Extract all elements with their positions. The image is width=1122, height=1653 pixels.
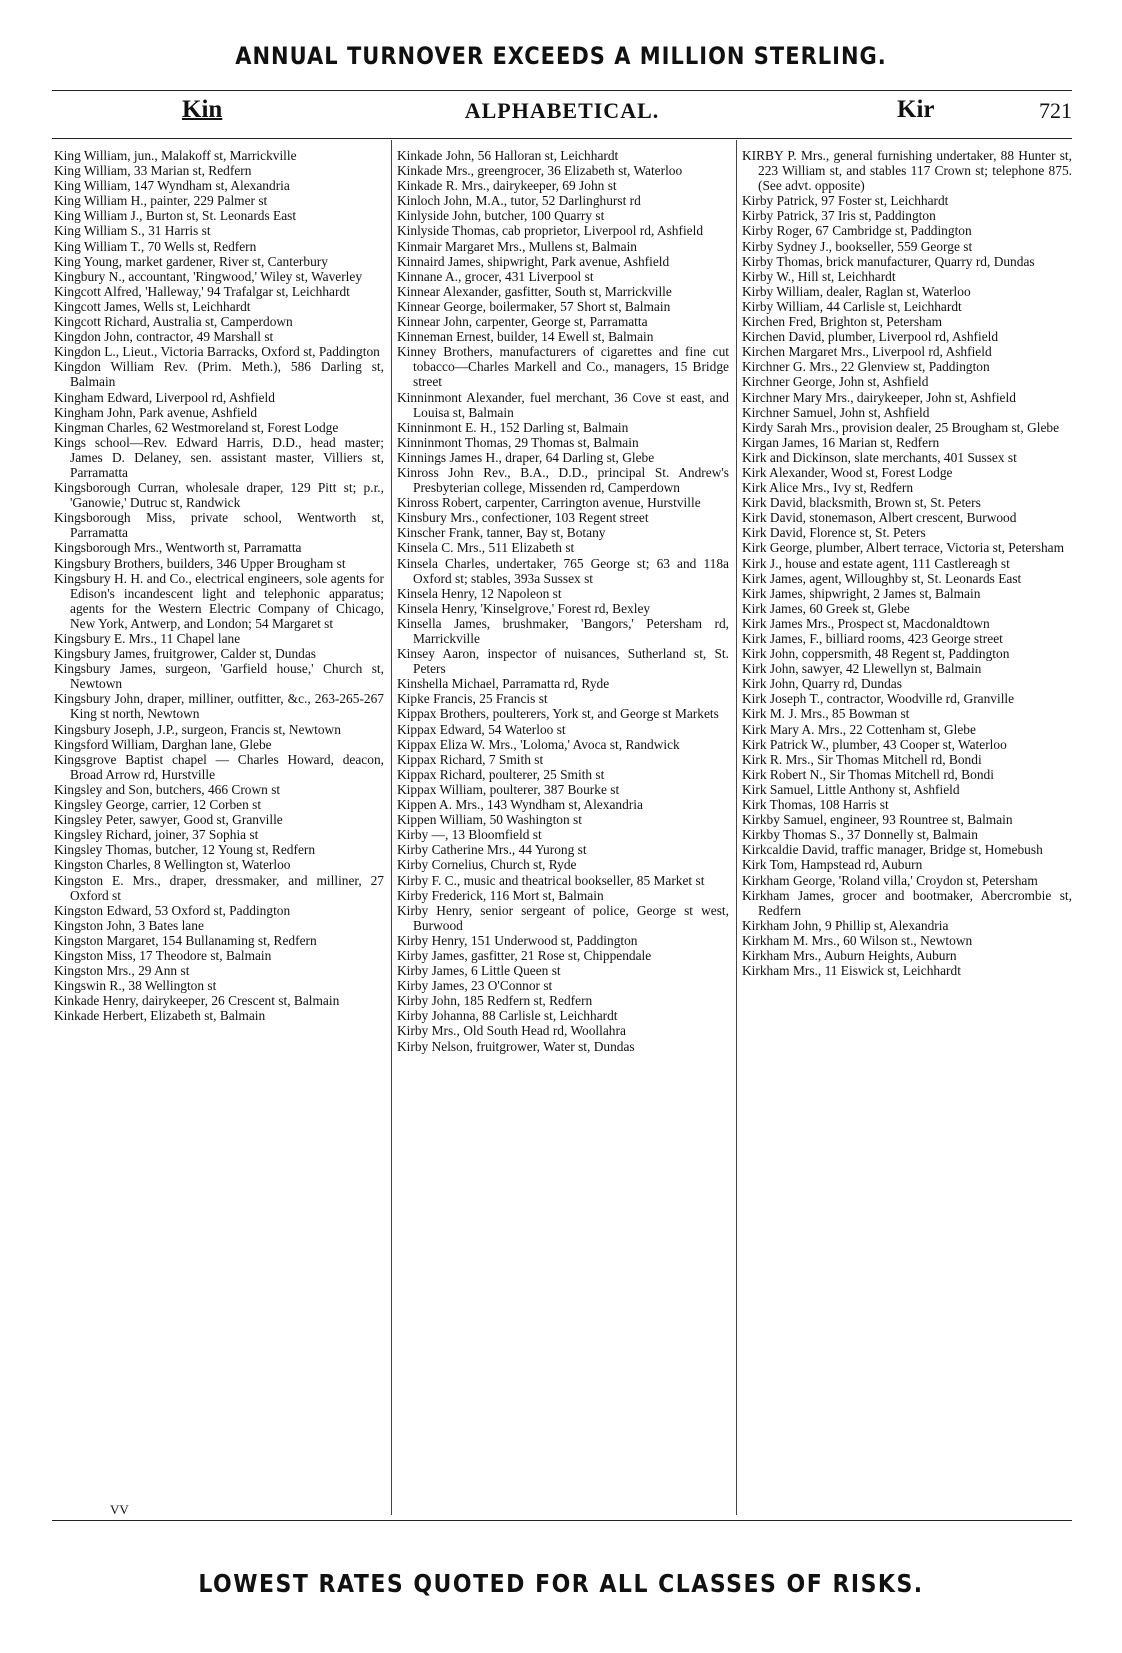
directory-entry: Kirkham Mrs., Auburn Heights, Auburn: [742, 947, 957, 963]
directory-entry: Kingdon L., Lieut., Victoria Barracks, Oxford st, Paddington: [54, 344, 380, 360]
directory-entry: Kingsbury James, surgeon, 'Garfield house,' Church st, Newtown: [54, 661, 384, 692]
directory-entry: Kirkham George, 'Roland villa,' Croydon st, Petersham: [742, 872, 1038, 888]
directory-entry: Kingsbury Joseph, J.P., surgeon, Francis st, Newtown: [54, 721, 341, 737]
directory-entry: Kirkham John, 9 Phillip st, Alexandria: [742, 917, 949, 933]
directory-entry: Kirby Patrick, 97 Foster st, Leichhardt: [742, 193, 949, 209]
directory-entry: Kirk John, Quarry rd, Dundas: [742, 676, 902, 692]
directory-entry: Kingsborough Mrs., Wentworth st, Parramatta: [54, 540, 302, 556]
header-right-keyword: Kir: [897, 96, 935, 123]
directory-entry: Kirby —, 13 Bloomfield st: [397, 827, 542, 843]
directory-entry: King William S., 31 Harris st: [54, 223, 211, 239]
directory-entry: Kinkade Mrs., greengrocer, 36 Elizabeth st, Waterloo: [397, 163, 683, 179]
directory-entry: Kinsela Henry, 'Kinselgrove,' Forest rd, Bexley: [397, 600, 651, 616]
directory-entry: King William, 33 Marian st, Redfern: [54, 163, 252, 179]
directory-entry: Kirby Cornelius, Church st, Ryde: [397, 857, 577, 873]
directory-entry: Kirk Robert N., Sir Thomas Mitchell rd, Bondi: [742, 766, 994, 782]
directory-entry: Kippen William, 50 Washington st: [397, 812, 582, 828]
directory-entry: Kirby Thomas, brick manufacturer, Quarry rd, Dundas: [742, 253, 1035, 269]
directory-entry: Kinkade R. Mrs., dairykeeper, 69 John st: [397, 178, 617, 194]
directory-entry: Kirk M. J. Mrs., 85 Bowman st: [742, 706, 910, 722]
directory-entry: Kirchner Samuel, John st, Ashfield: [742, 404, 930, 420]
directory-entry: Kingston Margaret, 154 Bullanaming st, Redfern: [54, 932, 317, 948]
directory-entry: Kirkby Thomas S., 37 Donnelly st, Balmain: [742, 827, 978, 843]
directory-entry: Kingcott Alfred, 'Halleway,' 94 Trafalgar st, Leichhardt: [54, 283, 350, 299]
directory-entry: Kinnaird James, shipwright, Park avenue, Ashfield: [397, 253, 670, 269]
directory-entry: Kingcott James, Wells st, Leichhardt: [54, 298, 251, 314]
directory-entry: Kingston John, 3 Bates lane: [54, 917, 204, 933]
directory-entry: Kingston E. Mrs., draper, dressmaker, and milliner, 27 Oxford st: [54, 872, 384, 903]
directory-entry: Kirk James, shipwright, 2 James st, Balmain: [742, 585, 981, 601]
header-rule: [52, 138, 1072, 139]
directory-entry: Kinshella Michael, Parramatta rd, Ryde: [397, 676, 610, 692]
directory-entry: Kingham John, Park avenue, Ashfield: [54, 404, 258, 420]
directory-entry: King William, jun., Malakoff st, Marrickville: [54, 148, 297, 163]
directory-entry: Kirkham M. Mrs., 60 Wilson st., Newtown: [742, 932, 973, 948]
directory-entry: Kingsbury E. Mrs., 11 Chapel lane: [54, 631, 241, 646]
directory-entry: Kingsborough Miss, private school, Wentworth st, Parramatta: [54, 510, 384, 541]
directory-entry: Kirkham Mrs., 11 Eiswick st, Leichhardt: [742, 963, 961, 979]
directory-entry: Kinkade Herbert, Elizabeth st, Balmain: [54, 1008, 266, 1024]
directory-entry: King William, 147 Wyndham st, Alexandria: [54, 178, 290, 194]
directory-entry: Kingsborough Curran, wholesale draper, 129 Pitt st; p.r., 'Ganowie,' Dutruc st, Randwick: [54, 480, 384, 511]
header-left-keyword: Kin: [182, 96, 223, 123]
directory-entry: Kinninmont Alexander, fuel merchant, 36 Cove st east, and Louisa st, Balmain: [397, 389, 729, 420]
directory-entry: Kinmair Margaret Mrs., Mullens st, Balmain: [397, 238, 638, 254]
directory-entry: Kinsela Henry, 12 Napoleon st: [397, 585, 562, 601]
directory-entry: Kirby Henry, 151 Underwood st, Paddington: [397, 932, 638, 948]
directory-entry: Kirchner George, John st, Ashfield: [742, 374, 929, 390]
directory-entry: Kirk David, Florence st, St. Peters: [742, 525, 926, 541]
directory-entry: Kirby Patrick, 37 Iris st, Paddington: [742, 208, 936, 224]
running-header: [52, 96, 1072, 132]
directory-entry: Kinnear Alexander, gasfitter, South st, Marrickville: [397, 283, 672, 299]
directory-entry: Kippax William, poulterer, 387 Bourke st: [397, 781, 620, 797]
directory-entry: Kinsela Charles, undertaker, 765 George st; 63 and 118a Oxford st; stables, 393a Sussex st: [397, 555, 729, 586]
directory-entry: Kinkade Henry, dairykeeper, 26 Crescent st, Balmain: [54, 993, 340, 1009]
directory-entry: Kirby W., Hill st, Leichhardt: [742, 268, 896, 284]
directory-entry: Kinsbury Mrs., confectioner, 103 Regent street: [397, 510, 649, 526]
directory-entry: Kingsley and Son, butchers, 466 Crown st: [54, 781, 281, 797]
directory-entry: Kirchner G. Mrs., 22 Glenview st, Paddington: [742, 359, 990, 375]
directory-entry: King William T., 70 Wells st, Redfern: [54, 238, 257, 254]
directory-column-3: [742, 148, 1072, 1518]
directory-entry: Kirkham James, grocer and bootmaker, Abercrombie st, Redfern: [742, 887, 1072, 918]
directory-entry: Kingston Charles, 8 Wellington st, Waterloo: [54, 857, 291, 873]
directory-entry: Kingcott Richard, Australia st, Camperdown: [54, 314, 293, 330]
directory-entry: Kingsford William, Darghan lane, Glebe: [54, 736, 272, 752]
directory-entry: KIRBY P. Mrs., general furnishing undertaker, 88 Hunter st, 223 William st, and stables 117 Crown st; telephone 875. (See advt. opposite): [742, 148, 1072, 194]
directory-entry: Kirk Joseph T., contractor, Woodville rd, Granville: [742, 691, 1015, 707]
directory-entry: King Young, market gardener, River st, Canterbury: [54, 253, 328, 269]
directory-entry: Kirk Alexander, Wood st, Forest Lodge: [742, 464, 953, 480]
directory-entry: Kingsley George, carrier, 12 Corben st: [54, 797, 262, 813]
directory-entry: Kirkcaldie David, traffic manager, Bridge st, Homebush: [742, 842, 1043, 858]
directory-entry: Kinninmont E. H., 152 Darling st, Balmain: [397, 419, 629, 435]
directory-entry: Kinnear John, carpenter, George st, Parramatta: [397, 314, 648, 330]
directory-entry: Kings school—Rev. Edward Harris, D.D., head master; James D. Delaney, sen. assistant master, Villiers st, Parramatta: [54, 434, 384, 480]
directory-entry: Kirchen Fred, Brighton st, Petersham: [742, 314, 943, 330]
directory-entry: Kinneman Ernest, builder, 14 Ewell st, Balmain: [397, 329, 654, 345]
directory-entry: Kinnear George, boilermaker, 57 Short st, Balmain: [397, 298, 671, 314]
directory-entry: Kirk James, 60 Greek st, Glebe: [742, 600, 910, 616]
directory-entry: Kingsley Peter, sawyer, Good st, Granville: [54, 812, 283, 828]
directory-entry: Kingsbury H. H. and Co., electrical engineers, sole agents for Edison's incandescent light and telephonic apparatus; agents for the Western Electric Company of Chicago, New York, Antwerp, and London; 54 Margaret st: [54, 570, 384, 631]
directory-entry: Kingsbury Brothers, builders, 346 Upper Brougham st: [54, 555, 346, 571]
directory-entry: Kinney Brothers, manufacturers of cigarettes and fine cut tobacco—Charles Markell and Co., managers, 15 Bridge street: [397, 344, 729, 390]
directory-entry: Kirby F. C., music and theatrical bookseller, 85 Market st: [397, 872, 705, 888]
directory-entry: Kirk Tom, Hampstead rd, Auburn: [742, 857, 923, 873]
directory-entry: Kippax Eliza W. Mrs., 'Loloma,' Avoca st, Randwick: [397, 736, 680, 752]
directory-entry: Kirby James, 23 O'Connor st: [397, 978, 553, 994]
directory-entry: Kirby William, dealer, Raglan st, Waterloo: [742, 283, 971, 299]
directory-entry: Kinross Robert, carpenter, Carrington avenue, Hurstville: [397, 495, 701, 511]
directory-entry: Kirby James, gasfitter, 21 Rose st, Chippendale: [397, 947, 652, 963]
directory-entry: Kirby Roger, 67 Cambridge st, Paddington: [742, 223, 972, 239]
directory-entry: Kippen A. Mrs., 143 Wyndham st, Alexandria: [397, 797, 643, 813]
directory-entry: Kirby Frederick, 116 Mort st, Balmain: [397, 887, 604, 903]
directory-entry: Kinsela C. Mrs., 511 Elizabeth st: [397, 540, 575, 556]
column-divider: [736, 140, 737, 1515]
directory-entry: Kingham Edward, Liverpool rd, Ashfield: [54, 389, 275, 405]
directory-entry: Kinross John Rev., B.A., D.D., principal St. Andrew's Presbyterian college, Missenden rd, Camperdown: [397, 464, 729, 496]
directory-entry: Kippax Brothers, poulterers, York st, and George st Markets: [397, 706, 719, 722]
directory-entry: Kinkade John, 56 Halloran st, Leichhardt: [397, 148, 619, 163]
directory-entry: Kinninmont Thomas, 29 Thomas st, Balmain: [397, 434, 639, 450]
directory-entry: Kingsbury James, fruitgrower, Calder st, Dundas: [54, 646, 317, 662]
signature-mark: VV: [110, 1502, 129, 1517]
directory-entry: Kirby Johanna, 88 Carlisle st, Leichhardt: [397, 1008, 618, 1024]
directory-column-2: [397, 148, 729, 1518]
directory-entry: Kirk Samuel, Little Anthony st, Ashfield: [742, 781, 960, 797]
directory-entry: Kirk George, plumber, Albert terrace, Victoria st, Petersham: [742, 540, 1065, 556]
column-divider: [391, 140, 392, 1515]
directory-entry: Kirby William, 44 Carlisle st, Leichhardt: [742, 298, 962, 314]
directory-entry: Kippax Edward, 54 Waterloo st: [397, 721, 566, 737]
directory-entry: Kinloch John, M.A., tutor, 52 Darlinghurst rd: [397, 193, 641, 209]
page-number: 721: [1039, 98, 1072, 123]
directory-entry: Kirk R. Mrs., Sir Thomas Mitchell rd, Bondi: [742, 751, 982, 767]
directory-entry: Kirk John, coppersmith, 48 Regent st, Paddington: [742, 646, 1010, 662]
directory-entry: Kinlyside Thomas, cab proprietor, Liverpool rd, Ashfield: [397, 223, 704, 239]
directory-entry: Kinscher Frank, tanner, Bay st, Botany: [397, 525, 606, 541]
directory-entry: Kinlyside John, butcher, 100 Quarry st: [397, 208, 605, 224]
directory-entry: Kirchen Margaret Mrs., Liverpool rd, Ashfield: [742, 344, 992, 360]
directory-entry: Kirchner Mary Mrs., dairykeeper, John st, Ashfield: [742, 389, 1016, 405]
directory-column-1: [54, 148, 384, 1518]
top-rule: [52, 90, 1072, 91]
bottom-banner: LOWEST RATES QUOTED FOR ALL CLASSES OF RISKS.: [198, 1570, 924, 1599]
directory-entry: Kirk and Dickinson, slate merchants, 401 Sussex st: [742, 449, 1017, 465]
directory-entry: Kirby Mrs., Old South Head rd, Woollahra: [397, 1023, 626, 1039]
directory-entry: Kirk James Mrs., Prospect st, Macdonaldtown: [742, 615, 990, 631]
directory-entry: Kirby Henry, senior sergeant of police, George st west, Burwood: [397, 902, 729, 933]
directory-entry: Kirby James, 6 Little Queen st: [397, 963, 561, 979]
directory-entry: Kirkby Samuel, engineer, 93 Rountree st, Balmain: [742, 812, 1013, 828]
directory-entry: Kinsey Aaron, inspector of nuisances, Sutherland st, St. Peters: [397, 646, 729, 677]
directory-entry: Kinnings James H., draper, 64 Darling st, Glebe: [397, 449, 655, 465]
directory-entry: Kirk James, F., billiard rooms, 423 George street: [742, 631, 1003, 646]
directory-entry: Kirk Alice Mrs., Ivy st, Redfern: [742, 480, 914, 496]
directory-entry: Kingsgrove Baptist chapel — Charles Howard, deacon, Broad Arrow rd, Hurstville: [54, 751, 384, 782]
directory-entry: Kingston Edward, 53 Oxford st, Paddington: [54, 902, 291, 918]
directory-entry: Kirk Mary A. Mrs., 22 Cottenham st, Glebe: [742, 721, 976, 737]
directory-entry: Kirk Thomas, 108 Harris st: [742, 797, 889, 813]
directory-entry: Kingswin R., 38 Wellington st: [54, 978, 217, 994]
directory-entry: Kippax Richard, poulterer, 25 Smith st: [397, 766, 605, 782]
directory-entry: Kirk John, sawyer, 42 Llewellyn st, Balmain: [742, 661, 982, 677]
directory-entry: Kirchen David, plumber, Liverpool rd, Ashfield: [742, 329, 999, 345]
top-banner: ANNUAL TURNOVER EXCEEDS A MILLION STERLING.: [235, 42, 887, 70]
directory-entry: Kirdy Sarah Mrs., provision dealer, 25 Brougham st, Glebe: [742, 419, 1060, 435]
directory-entry: Kirk David, stonemason, Albert crescent, Burwood: [742, 510, 1017, 526]
bottom-rule: [52, 1520, 1072, 1521]
directory-entry: Kingston Miss, 17 Theodore st, Balmain: [54, 947, 272, 963]
directory-entry: Kirgan James, 16 Marian st, Redfern: [742, 434, 940, 450]
directory-entry: Kirby Sydney J., bookseller, 559 George st: [742, 238, 973, 254]
directory-entry: Kirk James, agent, Willoughby st, St. Leonards East: [742, 570, 1022, 586]
directory-entry: Kingsley Thomas, butcher, 12 Young st, Redfern: [54, 842, 316, 858]
directory-entry: Kingman Charles, 62 Westmoreland st, Forest Lodge: [54, 419, 339, 435]
directory-entry: Kingston Mrs., 29 Ann st: [54, 963, 190, 979]
directory-entry: Kinsella James, brushmaker, 'Bangors,' Petersham rd, Marrickville: [397, 615, 729, 646]
directory-entry: Kirk J., house and estate agent, 111 Castlereagh st: [742, 555, 1010, 571]
directory-entry: Kipke Francis, 25 Francis st: [397, 691, 548, 707]
directory-entry: King William J., Burton st, St. Leonards East: [54, 208, 297, 224]
directory-entry: Kirby John, 185 Redfern st, Redfern: [397, 993, 593, 1009]
directory-entry: Kirby Nelson, fruitgrower, Water st, Dundas: [397, 1038, 635, 1054]
directory-entry: Kinnane A., grocer, 431 Liverpool st: [397, 268, 594, 284]
directory-entry: Kirby Catherine Mrs., 44 Yurong st: [397, 842, 587, 858]
directory-entry: Kingsbury John, draper, milliner, outfitter, &c., 263-265-267 King st north, Newtown: [54, 691, 384, 722]
directory-entry: King William H., painter, 229 Palmer st: [54, 193, 268, 209]
directory-entry: Kingdon William Rev. (Prim. Meth.), 586 Darling st, Balmain: [54, 359, 384, 390]
directory-entry: Kingdon John, contractor, 49 Marshall st: [54, 329, 274, 345]
header-title: ALPHABETICAL.: [464, 98, 660, 123]
directory-entry: Kirk David, blacksmith, Brown st, St. Peters: [742, 495, 981, 511]
directory-entry: Kippax Richard, 7 Smith st: [397, 751, 544, 767]
directory-entry: Kirk Patrick W., plumber, 43 Cooper st, Waterloo: [742, 736, 1007, 752]
directory-entry: Kingbury N., accountant, 'Ringwood,' Wiley st, Waverley: [54, 268, 363, 284]
directory-entry: Kingsley Richard, joiner, 37 Sophia st: [54, 827, 259, 843]
